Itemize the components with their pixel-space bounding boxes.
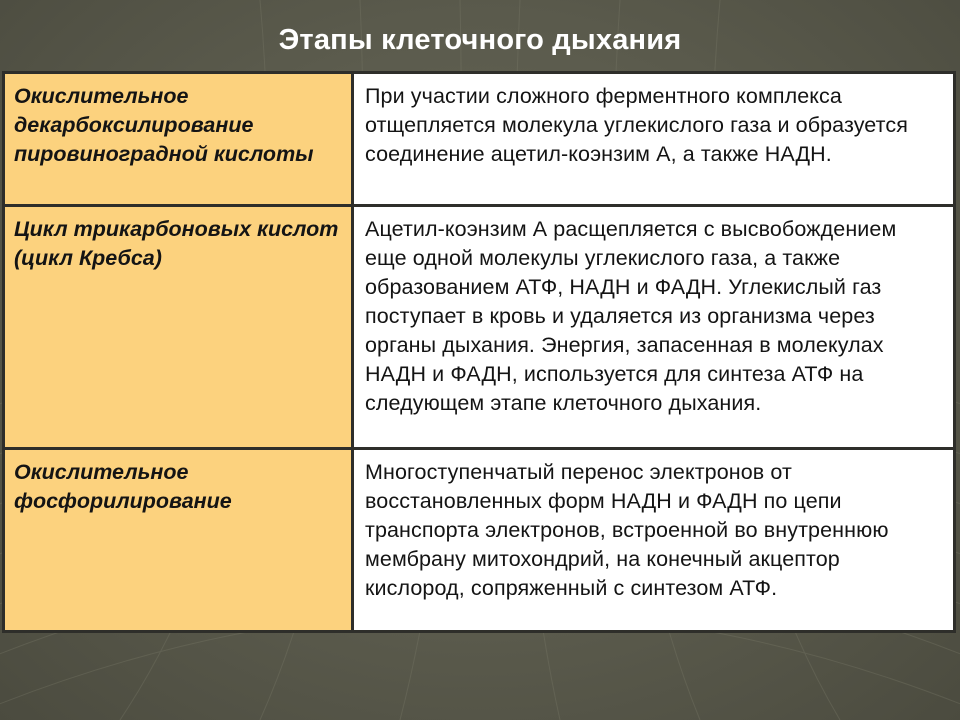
respiration-stages-table [2,71,956,633]
stage-description-cell: Многоступенчатый перенос электронов от восстановленных форм НАДН и ФАДН по цепи транспорта электронов, встроенной во внутреннюю мембрану митохондрий, на конечный акцептор кислород, сопряженный с синтезом АТФ. [353,449,955,632]
stage-name-cell: Окислительное декарбоксилирование пировиноградной кислоты [4,73,353,206]
table-row [4,73,955,206]
table-row [4,206,955,449]
stage-description-cell: При участии сложного ферментного комплекса отщепляется молекула углекислого газа и образуется соединение ацетил-коэнзим А, а также НАДН. [353,73,955,206]
stage-description-cell: Ацетил-коэнзим А расщепляется с высвобождением еще одной молекулы углекислого газа, а также образованием АТФ, НАДН и ФАДН. Углекислый газ поступает в кровь и удаляется из организма через органы дыхания. Энергия, запасенная в молекулах НАДН и ФАДН, используется для синтеза АТФ на следующем этапе клеточного дыхания. [353,206,955,449]
stage-name-cell: Окислительное фосфорилирование [4,449,353,632]
stage-name-cell: Цикл трикарбоновых кислот (цикл Кребса) [4,206,353,449]
slide-title: Этапы клеточного дыхания [278,24,682,56]
table-row [4,449,955,632]
